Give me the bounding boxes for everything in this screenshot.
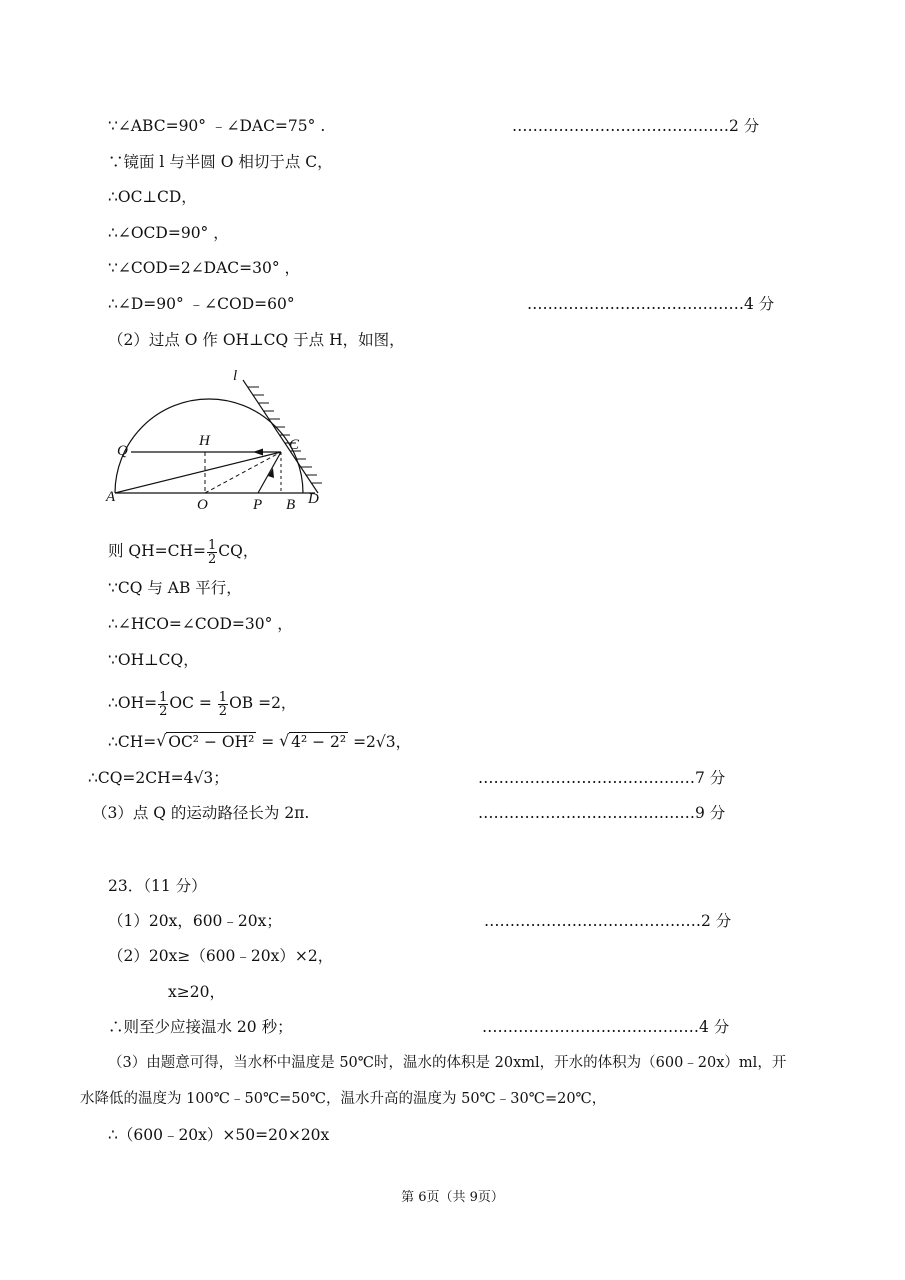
arrow-head-qc <box>253 449 263 456</box>
fraction-half-2 <box>218 691 228 718</box>
label-c: C <box>289 437 300 453</box>
line-13-eq: = <box>256 733 280 751</box>
fraction-numerator: 1 <box>218 689 228 705</box>
label-b: B <box>286 497 296 513</box>
line-13-suffix: =2√3， <box>348 733 412 751</box>
score-9pts: ……………………………………9 分 <box>478 804 726 822</box>
score-4pts-q23: ……………………………………4 分 <box>482 1018 730 1036</box>
line-9: ∵CQ 与 AB 平行， <box>108 579 242 597</box>
fraction-denominator: 2 <box>218 703 228 719</box>
line-15: （3）点 Q 的运动路径长为 2π. <box>92 804 310 822</box>
line-11: ∵OH⊥CQ， <box>108 651 199 669</box>
line-8-suffix: CQ， <box>218 542 259 560</box>
line-6: ∴∠D=90° ﹣∠COD=60° <box>108 295 295 313</box>
label-q: Q <box>117 443 128 459</box>
line-20: ∴则至少应接温水 20 秒； <box>108 1018 293 1036</box>
line-14: ∴CQ=2CH=4√3； <box>88 769 229 787</box>
line-16: 23．（11 分） <box>108 877 207 895</box>
line-3: ∴OC⊥CD， <box>108 188 197 206</box>
radicand-2: 4² − 2² <box>291 733 347 751</box>
score-4pts: ……………………………………4 分 <box>527 295 775 313</box>
fraction-numerator: 1 <box>159 689 168 705</box>
line-1: ∵∠ABC=90° ﹣∠DAC=75° . <box>108 117 326 135</box>
line-2: ∵镜面 l 与半圆 O 相切于点 C， <box>108 153 333 171</box>
line-23: ∴（600﹣20x）×50=20×20x <box>108 1126 330 1144</box>
line-22: 水降低的温度为 100℃﹣50℃=50℃，温水升高的温度为 50℃﹣30℃=20℃， <box>80 1091 607 1107</box>
fraction-half-1 <box>158 691 168 718</box>
line-8-prefix: 则 QH=CH= <box>108 542 207 560</box>
mirror-hatching <box>248 387 322 483</box>
geometry-figure <box>103 365 333 515</box>
line-10: ∴∠HCO=∠COD=30° ， <box>108 615 293 633</box>
fraction-half <box>207 539 217 566</box>
radicand-1: OC² − OH² <box>168 733 255 751</box>
line-17: （1）20x，600﹣20x； <box>108 912 282 930</box>
line-13-prefix: ∴CH= <box>108 733 157 751</box>
line-13 <box>108 732 411 752</box>
line-18: （2）20x≥（600﹣20x）×2， <box>108 947 334 965</box>
sqrt-1 <box>156 732 256 752</box>
line-12 <box>108 688 296 718</box>
line-21: （3）由题意可得，当水杯中温度是 50℃时，温水的体积是 20xml，开水的体积为（600﹣20x）ml，开 <box>108 1055 787 1071</box>
fraction-denominator: 2 <box>208 551 217 567</box>
line-19: x≥20， <box>168 983 225 1001</box>
label-o: O <box>197 497 208 513</box>
label-p: P <box>253 497 263 513</box>
fraction-denominator: 2 <box>159 703 168 719</box>
label-l: l <box>233 368 238 384</box>
line-12-mid1: OC = <box>169 694 212 712</box>
score-2pts: ……………………………………2 分 <box>512 117 760 135</box>
line-12-mid2: OB =2， <box>229 694 297 712</box>
line-7: （2）过点 O 作 OH⊥CQ 于点 H，如图， <box>108 331 405 349</box>
line-ac <box>115 452 281 493</box>
line-8 <box>108 536 258 566</box>
label-h: H <box>199 433 210 449</box>
fraction-numerator: 1 <box>208 537 217 553</box>
sqrt-2 <box>279 732 348 752</box>
line-5: ∵∠COD=2∠DAC=30° ， <box>108 259 301 277</box>
page-footer: 第 6页（共 9页） <box>401 1190 504 1205</box>
line-12-prefix: ∴OH= <box>108 694 158 712</box>
label-a: A <box>106 489 116 505</box>
score-7pts: ……………………………………7 分 <box>478 769 726 787</box>
line-4: ∴∠OCD=90° ， <box>108 224 229 242</box>
score-2pts-q23: ……………………………………2 分 <box>484 912 732 930</box>
label-d: D <box>308 491 319 507</box>
